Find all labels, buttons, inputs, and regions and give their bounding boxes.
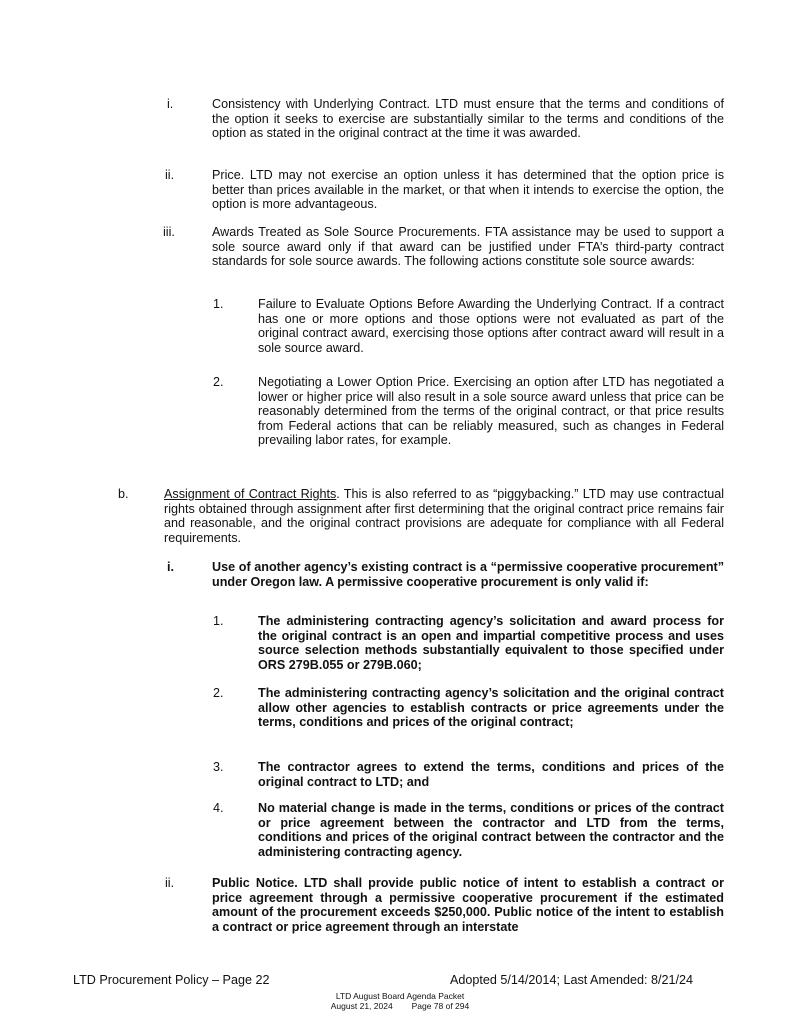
list-letter: b.: [118, 487, 129, 501]
paragraph-negotiating-lower-price: Negotiating a Lower Option Price. Exercising an option after LTD has negotiated a lower or higher price will also result in a sole source award unless that price can be reasonably determined from the terms of the original contract, or that price results from Federal actions that can be reliably measured, such as changes in Federal prevailing labor rates, for example.: [258, 375, 724, 448]
list-number: iii.: [163, 225, 175, 239]
section-title: Assignment of Contract Rights: [164, 487, 337, 501]
list-number: 2.: [213, 375, 224, 389]
paragraph-condition-2: The administering contracting agency’s solicitation and the original contract allow other agencies to establish contracts or price agreements under the terms, conditions and prices of the original contract;: [258, 686, 724, 730]
list-number: 4.: [213, 801, 224, 815]
list-number: i.: [167, 560, 174, 574]
section-body: . This is also referred to as “piggybacking.” LTD may use contractual rights obtained through assignment after first determining that the original contract price remains fair and reasonable, and the original contract provisions are adequate for compliance with all Federal requirements.: [164, 487, 724, 545]
list-number: i.: [167, 97, 174, 111]
footer-page-label: LTD Procurement Policy – Page 22: [73, 973, 270, 987]
paragraph-condition-4: No material change is made in the terms, conditions or prices of the contract or price agreement between the contractor and LTD from the terms, conditions and prices of the original contract between the contractor and the administering contracting agency.: [258, 801, 724, 859]
paragraph-condition-1: The administering contracting agency’s solicitation and award process for the original contract is an open and impartial competitive process and uses source selection methods substantially equivalent to those specified under ORS 279B.055 or 279B.060;: [258, 614, 724, 672]
list-number: ii.: [165, 876, 175, 890]
paragraph-permissive-cooperative: Use of another agency’s existing contract is a “permissive cooperative procurement” under Oregon law. A permissive cooperative procurement is only valid if:: [212, 560, 724, 589]
packet-title: LTD August Board Agenda Packet: [335, 991, 465, 1001]
paragraph-consistency: Consistency with Underlying Contract. LTD must ensure that the terms and conditions of the option it seeks to exercise are substantially similar to the terms and conditions of the option as stated in the original contract at the time it was awarded.: [212, 97, 724, 141]
paragraph-price: Price. LTD may not exercise an option unless it has determined that the option price is better than prices available in the market, or that when it intends to exercise the option, the option is more advantageous.: [212, 168, 724, 212]
list-number: 1.: [213, 297, 224, 311]
footer-adopted-date: Adopted 5/14/2014; Last Amended: 8/21/24: [450, 973, 693, 987]
list-number: 3.: [213, 760, 224, 774]
paragraph-awards-sole-source: Awards Treated as Sole Source Procurements. FTA assistance may be used to support a sole source award only if that award can be justified under FTA’s third-party contract standards for sole source awards. The following actions constitute sole source awards:: [212, 225, 724, 269]
paragraph-condition-3: The contractor agrees to extend the terms, conditions and prices of the original contract to LTD; and: [258, 760, 724, 789]
list-number: 1.: [213, 614, 224, 628]
paragraph-public-notice: Public Notice. LTD shall provide public notice of intent to establish a contract or price agreement through a permissive cooperative procurement if the estimated amount of the procurement exceeds $250,000. Public notice of the intent to establish a contract or price agreement through an interstate: [212, 876, 724, 934]
paragraph-assignment-contract-rights: [164, 487, 724, 545]
packet-page-info: August 21, 2024 Page 78 of 294: [330, 1001, 470, 1011]
list-number: 2.: [213, 686, 224, 700]
list-number: ii.: [165, 168, 175, 182]
paragraph-failure-to-evaluate: Failure to Evaluate Options Before Awarding the Underlying Contract. If a contract has one or more options and those options were not evaluated as part of the original contract award, exercising those options after contract award will result in a sole source award.: [258, 297, 724, 355]
